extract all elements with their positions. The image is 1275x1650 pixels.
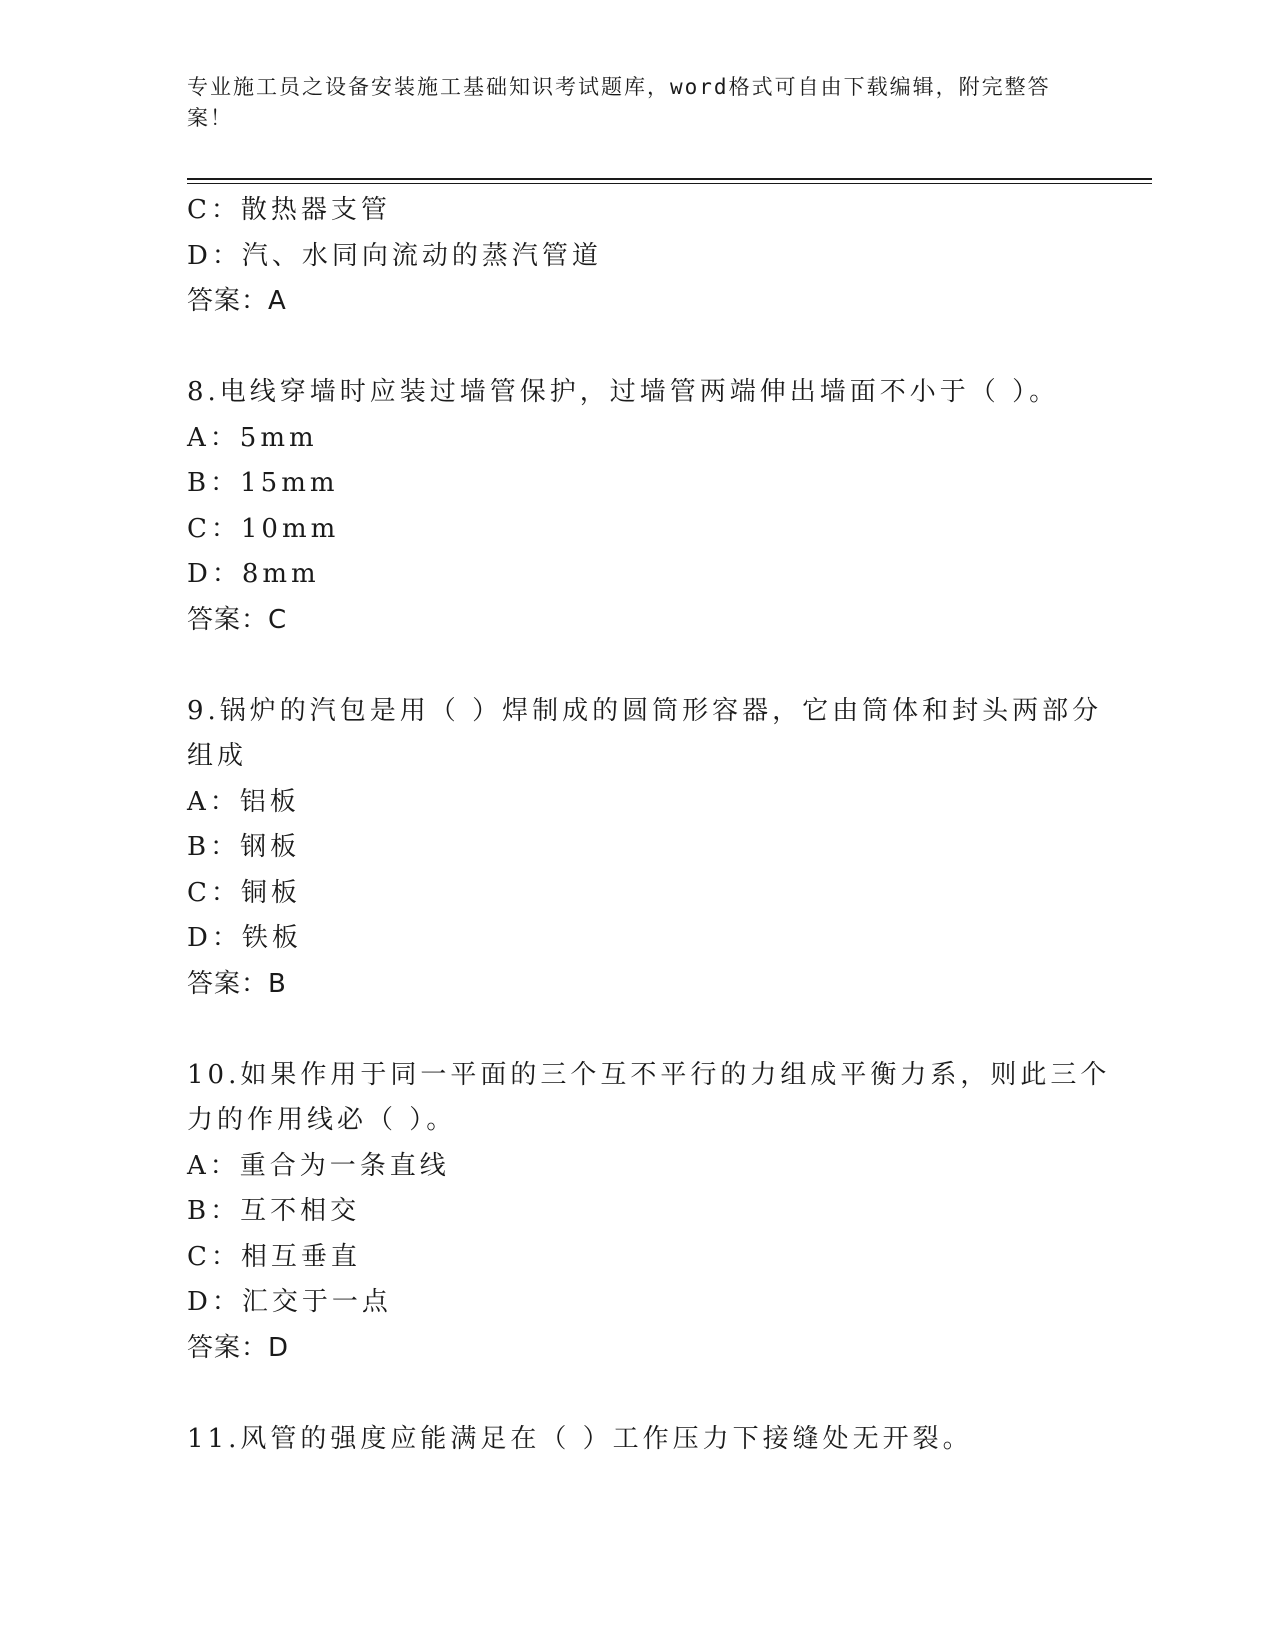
- question-stem-line-1: 9.锅炉的汽包是用（ ）焊制成的圆筒形容器，它由筒体和封头两部分: [187, 695, 1103, 726]
- document-header: 专业施工员之设备安装施工基础知识考试题库，word格式可自由下载编辑，附完整答案！: [187, 75, 1051, 130]
- option-c: C：相互垂直: [187, 1241, 361, 1272]
- question-block-9: [187, 689, 1103, 1008]
- option-b: B：互不相交: [187, 1196, 361, 1226]
- answer-line: 答案：D: [187, 1332, 290, 1363]
- question-block-10: [187, 1053, 1111, 1372]
- option-b: B：钢板: [187, 832, 301, 862]
- option-a: A：5mm: [187, 422, 318, 453]
- spacer: [187, 1371, 1087, 1417]
- answer-line: 答案：C: [187, 604, 288, 635]
- header-divider-thin: [187, 183, 1152, 184]
- option-c: C：散热器支管: [187, 195, 391, 225]
- spacer: [187, 643, 1087, 689]
- spacer: [187, 1007, 1087, 1053]
- header-divider-thick: [187, 178, 1152, 180]
- answer-line: 答案：B: [187, 968, 287, 999]
- question-stem-line-2: 力的作用线必（ ）。: [187, 1105, 457, 1135]
- question-stem: 11.风管的强度应能满足在（ ）工作压力下接缝处无开裂。: [187, 1423, 973, 1454]
- option-d: D：汽、水同向流动的蒸汽管道: [187, 240, 602, 271]
- option-d: D：铁板: [187, 923, 302, 953]
- question-stem-line-1: 10.如果作用于同一平面的三个互不平行的力组成平衡力系，则此三个: [187, 1059, 1111, 1090]
- option-a: A：铝板: [187, 786, 300, 817]
- option-d: D：8mm: [187, 559, 320, 589]
- question-block-11: [187, 1417, 1087, 1463]
- option-c: C：10mm: [187, 513, 340, 544]
- option-d: D：汇交于一点: [187, 1287, 392, 1317]
- question-stem: 8.电线穿墙时应装过墙管保护，过墙管两端伸出墙面不小于（ ）。: [187, 377, 1060, 407]
- spacer: [187, 325, 1087, 371]
- option-a: A：重合为一条直线: [187, 1150, 450, 1181]
- question-list: [187, 188, 1111, 1462]
- question-block-8: [187, 370, 1087, 643]
- answer-line: 答案：A: [187, 286, 287, 316]
- option-b: B：15mm: [187, 468, 339, 498]
- question-block-partial: [187, 188, 1087, 325]
- question-stem-line-2: 组成: [187, 741, 248, 771]
- option-c: C：铜板: [187, 877, 301, 908]
